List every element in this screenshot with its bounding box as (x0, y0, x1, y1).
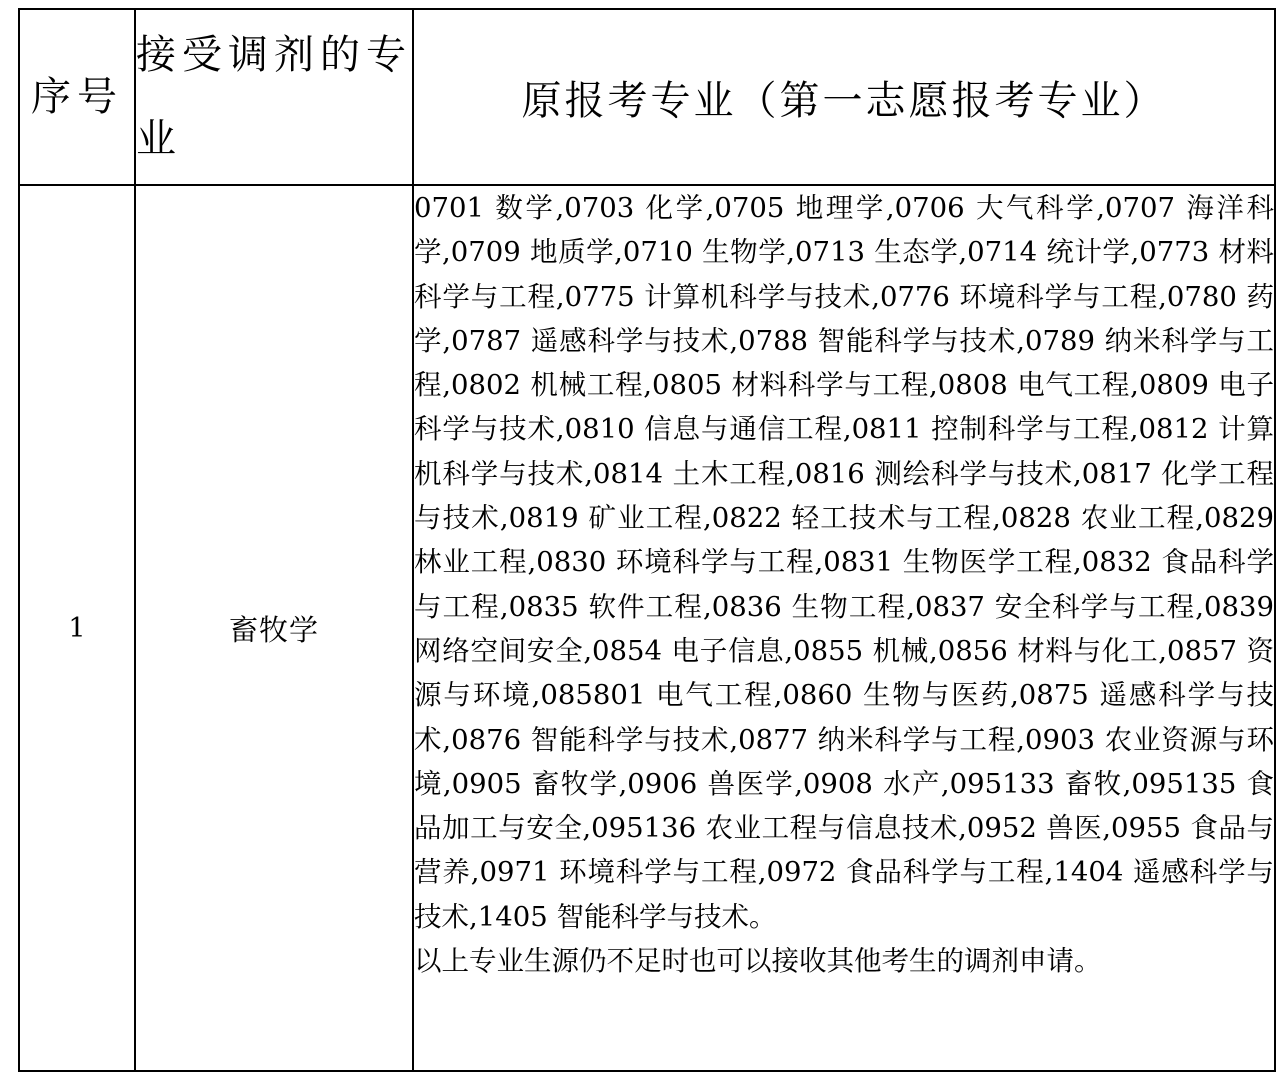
header-seq: 序号 (19, 9, 135, 185)
original-majors-list: 0701 数学,0703 化学,0705 地理学,0706 大气科学,0707 海洋科学,0709 地质学,0710 生物学,0713 生态学,0714 统计学,0773 材料科学与工程,0775 计算机科学与技术,0776 环境科学与工程,0780 药学,0787 遥感科学与技术,0788 智能科学与技术,0789 纳米科学与工程,0802 机械工程,0805 材料科学与工程,0808 电气工程,0809 电子科学与技术,0810 信息与通信工程,0811 控制科学与工程,0812 计算机科学与技术,0814 土木工程,0816 测绘科学与技术,0817 化学工程与技术,0819 矿业工程,0822 轻工技术与工程,0828 农业工程,0829 林业工程,0830 环境科学与工程,0831 生物医学工程,0832 食品科学与工程,0835 软件工程,0836 生物工程,0837 安全科学与工程,0839 网络空间安全,0854 电子信息,0855 机械,0856 材料与化工,0857 资源与环境,085801 电气工程,0860 生物与医药,0875 遥感科学与技术,0876 智能科学与技术,0877 纳米科学与工程,0903 农业资源与环境,0905 畜牧学,0906 兽医学,0908 水产,095133 畜牧,095135 食品加工与安全,095136 农业工程与信息技术,0952 兽医,0955 食品与营养,0971 环境科学与工程,0972 食品科学与工程,1404 遥感科学与技术,1405 智能科学与技术。 (414, 192, 1274, 933)
row-original-majors-cell (413, 185, 1275, 1071)
header-original-major: 原报考专业（第一志愿报考专业） (413, 9, 1275, 185)
row-accept-major: 畜牧学 (135, 185, 413, 1071)
table-header-row (19, 9, 1275, 185)
header-accept-major: 接受调剂的专业 (135, 9, 413, 185)
supplementary-note: 以上专业生源仍不足时也可以接收其他考生的调剂申请。 (414, 945, 1102, 978)
row-seq: 1 (19, 185, 135, 1071)
adjustment-table-sheet (18, 8, 1274, 1072)
table-row (19, 185, 1275, 1071)
adjustment-table (18, 8, 1276, 1072)
